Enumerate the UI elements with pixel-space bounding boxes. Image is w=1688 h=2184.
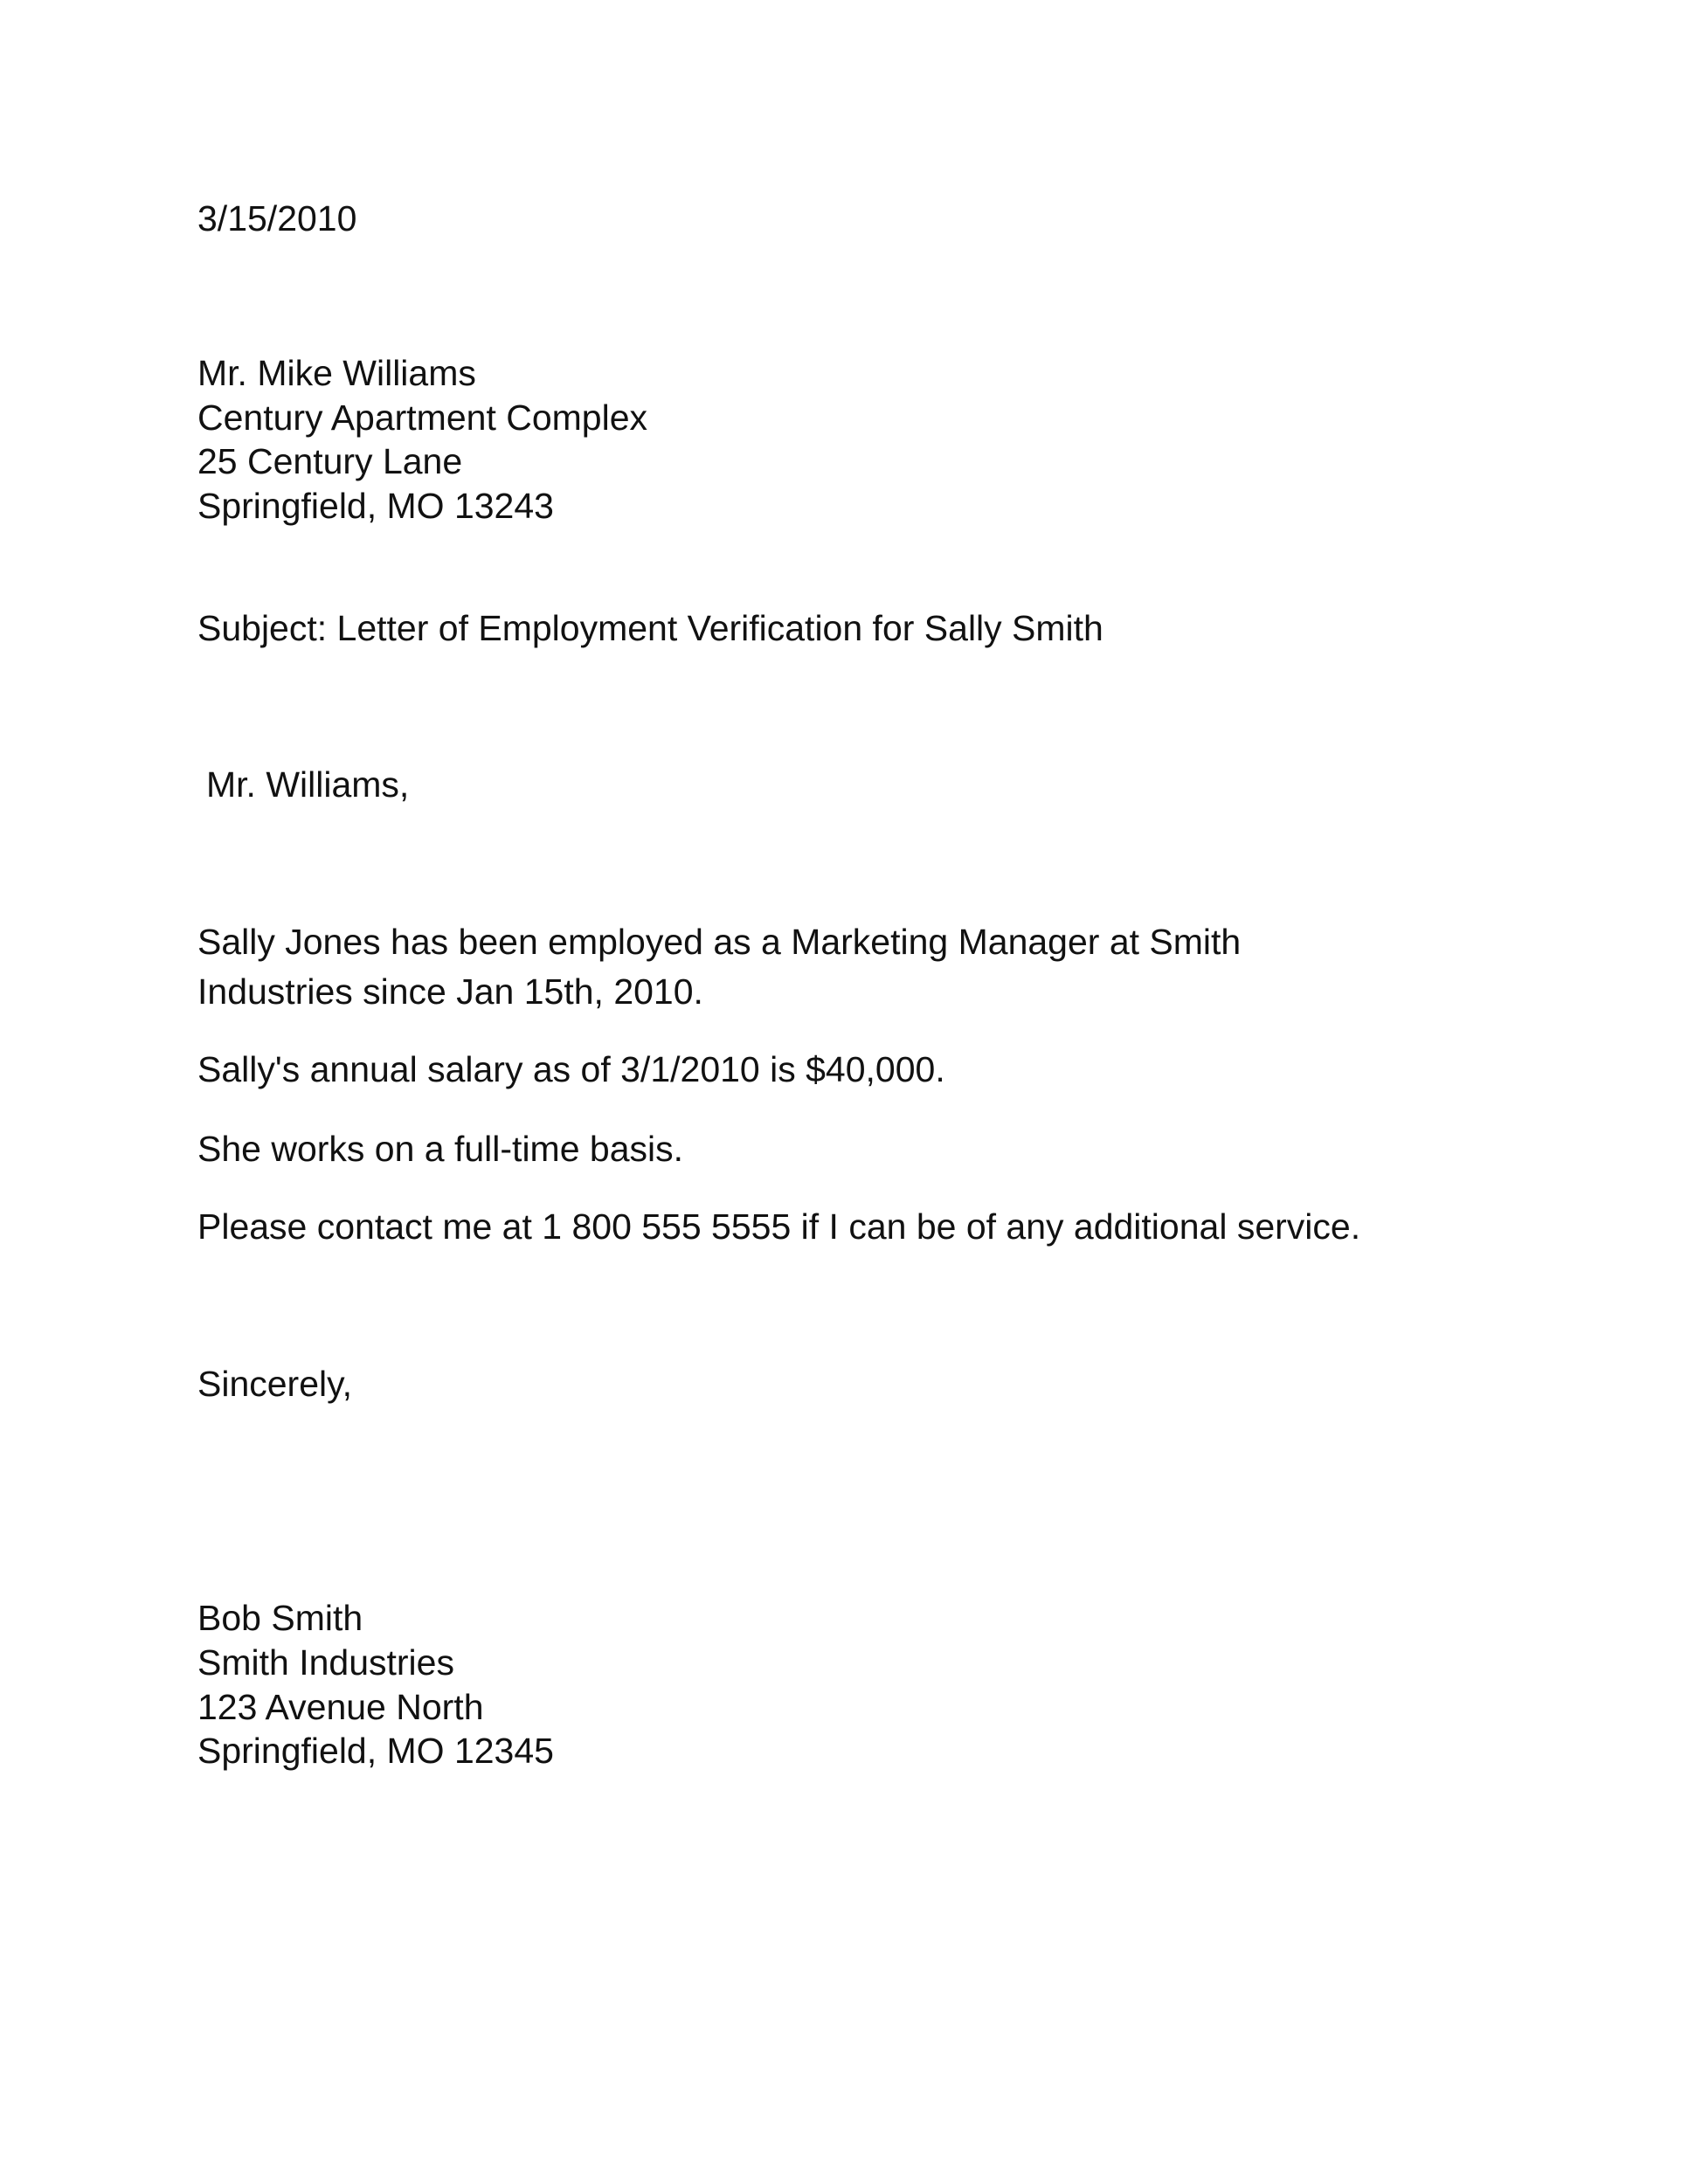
letter-closing: Sincerely, [197, 1364, 352, 1404]
recipient-organization: Century Apartment Complex [197, 397, 648, 438]
body-paragraph-3: She works on a full-time basis. [197, 1129, 684, 1169]
letter-date: 3/15/2010 [197, 198, 357, 238]
sender-city-state-zip: Springfield, MO 12345 [197, 1731, 554, 1771]
recipient-city-state-zip: Springfield, MO 13243 [197, 486, 554, 526]
sender-street: 123 Avenue North [197, 1687, 484, 1727]
recipient-street: 25 Century Lane [197, 441, 463, 481]
sender-organization: Smith Industries [197, 1642, 454, 1683]
body-paragraph-1-line-1: Sally Jones has been employed as a Marketing Manager at Smith [197, 922, 1242, 962]
sender-name: Bob Smith [197, 1598, 363, 1638]
letter-salutation: Mr. Williams, [206, 764, 410, 805]
body-paragraph-4: Please contact me at 1 800 555 5555 if I can be of any additional service. [197, 1206, 1361, 1247]
recipient-name: Mr. Mike Williams [197, 353, 476, 393]
body-paragraph-2: Sally's annual salary as of 3/1/2010 is $40,000. [197, 1049, 945, 1089]
body-paragraph-1-line-2: Industries since Jan 15th, 2010. [197, 971, 703, 1012]
letter-subject: Subject: Letter of Employment Verification for Sally Smith [197, 608, 1103, 648]
